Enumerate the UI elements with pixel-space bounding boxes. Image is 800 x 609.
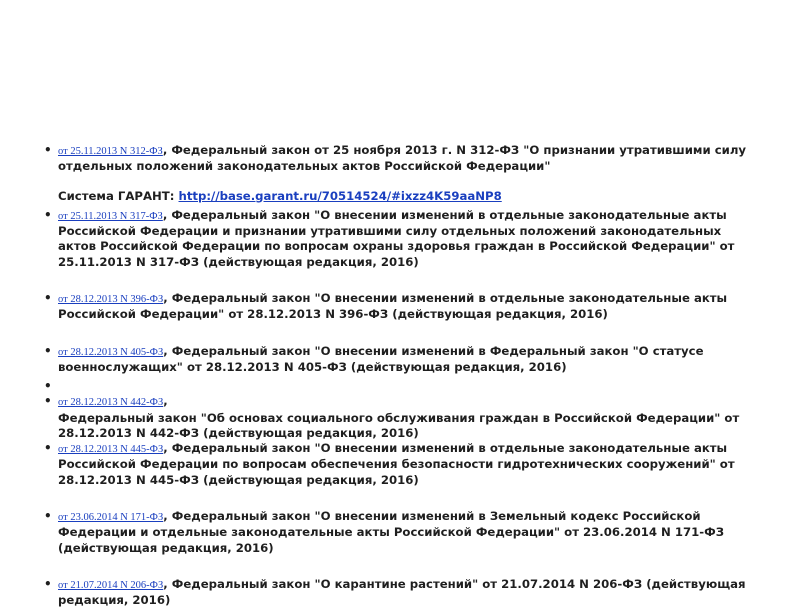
- law-link[interactable]: от 25.11.2013 N 317-ФЗ: [58, 210, 163, 222]
- law-link[interactable]: от 28.12.2013 N 396-ФЗ: [58, 294, 164, 306]
- bullet: •: [44, 509, 52, 524]
- bullet: •: [44, 394, 52, 409]
- list-item: • от 28.12.2013 N 442-ФЗ, Федеральный закон "Об основах социального обслуживания граждан в Российской Федерации" от 28.12.2013 N 442-ФЗ (действующая редакция, 2016): [44, 394, 740, 440]
- law-description: Федеральный закон "О внесении изменений в Земельный кодекс Российской Федерации и отдельные законодательные акты Российской Федерации" от 23.06.2014 N 171-ФЗ (действующая редакция, 2016): [58, 509, 725, 555]
- law-description: Федеральный закон "О внесении изменений в отдельные законодательные акты Российской Федерации" от 28.12.2013 N 396-ФЗ (действующая редакция, 2016): [58, 291, 728, 322]
- list-item-empty: [44, 379, 756, 394]
- law-description: Федеральный закон "О карантине растений" от 21.07.2014 N 206-ФЗ (действующая редакция, 2016): [58, 576, 746, 608]
- list-item: • от 28.12.2013 N 445-ФЗ, Федеральный закон "О внесении изменений в отдельные законодательные акты Российской Федерации по вопросам обеспечения безопасности гидротехнических сооружений" от 28.12.2013 N 445-ФЗ (действующая редакция, 2016): [44, 441, 735, 487]
- law-link[interactable]: от 28.12.2013 N 405-ФЗ: [58, 346, 164, 358]
- law-description: Федеральный закон "О внесении изменений в отдельные законодательные акты Российской Федерации и признании утратившими силу отдельных положений законодательных актов Российской Федерации по вопросам охраны здоровья граждан в Российской Федерации" от 25.11.2013 N 317-ФЗ (действующая редакция, 2016): [58, 207, 735, 269]
- law-list: [44, 143, 756, 609]
- bullet: •: [44, 343, 52, 358]
- source-label: Система ГАРАНТ:: [58, 188, 175, 203]
- list-item: • от 25.11.2013 N 312-ФЗ, Федеральный закон от 25 ноября 2013 г. N 312-ФЗ "О признании утратившими силу отдельных положений законодательных актов Российской Федерации" Система ГАРАНТ: http://base.garant.ru/70514524/#ixzz4K59aaNP8: [44, 143, 747, 203]
- law-link[interactable]: от 23.06.2014 N 171-ФЗ: [58, 512, 164, 524]
- law-description: Федеральный закон "Об основах социального обслуживания граждан в Российской Федерации" от 28.12.2013 N 442-ФЗ (действующая редакция, 2016): [58, 410, 740, 440]
- list-item: • от 28.12.2013 N 405-ФЗ, Федеральный закон "О внесении изменений в Федеральный закон "О статусе военнослужащих" от 28.12.2013 N 405-ФЗ (действующая редакция, 2016): [44, 343, 704, 374]
- bullet: •: [44, 207, 52, 222]
- law-description: Федеральный закон "О внесении изменений в Федеральный закон "О статусе военнослужащих" от 28.12.2013 N 405-ФЗ (действующая редакция, 2016): [58, 343, 704, 374]
- list-item: • от 23.06.2014 N 171-ФЗ, Федеральный закон "О внесении изменений в Земельный кодекс Российской Федерации и отдельные законодательные акты Российской Федерации" от 23.06.2014 N 171-ФЗ (действующая редакция, 2016): [44, 509, 725, 555]
- list-item: • от 28.12.2013 N 396-ФЗ, Федеральный закон "О внесении изменений в отдельные законодательные акты Российской Федерации" от 28.12.2013 N 396-ФЗ (действующая редакция, 2016): [44, 291, 728, 322]
- bullet: •: [44, 143, 52, 157]
- law-link[interactable]: от 21.07.2014 N 206-ФЗ: [58, 579, 164, 591]
- law-link[interactable]: от 28.12.2013 N 442-ФЗ: [58, 397, 164, 409]
- source-url-link[interactable]: http://base.garant.ru/70514524/#ixzz4K59aaNP8: [178, 188, 502, 203]
- list-item: • от 25.11.2013 N 317-ФЗ, Федеральный закон "О внесении изменений в отдельные законодательные акты Российской Федерации и признании утратившими силу отдельных положений законодательных актов Российской Федерации по вопросам охраны здоровья граждан в Российской Федерации" от 25.11.2013 N 317-ФЗ (действующая редакция, 2016): [44, 207, 735, 269]
- list-item: • от 21.07.2014 N 206-ФЗ, Федеральный закон "О карантине растений" от 21.07.2014 N 206-ФЗ (действующая редакция, 2016): [44, 576, 746, 608]
- bullet: •: [44, 576, 52, 591]
- bullet: •: [44, 291, 52, 306]
- bullet: •: [44, 379, 52, 394]
- law-description: Федеральный закон "О внесении изменений в отдельные законодательные акты Российской Федерации по вопросам обеспечения безопасности гидротехнических сооружений" от 28.12.2013 N 445-ФЗ (действующая редакция, 2016): [58, 441, 735, 487]
- law-description: Федеральный закон от 25 ноября 2013 г. N 312-ФЗ "О признании утратившими силу отдельных положений законодательных актов Российской Федерации": [58, 143, 747, 174]
- law-link[interactable]: от 25.11.2013 N 312-ФЗ: [58, 146, 163, 157]
- law-link[interactable]: от 28.12.2013 N 445-ФЗ: [58, 444, 164, 456]
- bullet: •: [44, 441, 52, 456]
